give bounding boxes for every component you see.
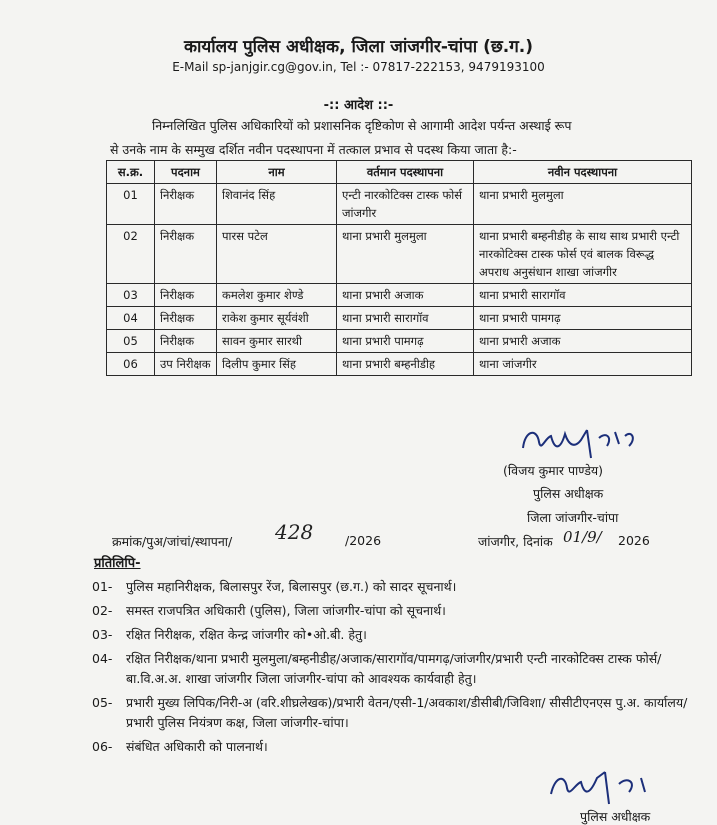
list-item (92, 737, 692, 757)
cell-current-posting: एन्टी नारकोटिक्स टास्क फोर्स जांजगीर (337, 184, 474, 225)
posting-table (106, 160, 692, 376)
cell-new-posting: थाना प्रभारी सारागॉव (474, 284, 692, 307)
table-row (107, 330, 692, 353)
copy-item-number: 05- (92, 695, 113, 710)
header-rank: पदनाम (155, 161, 217, 184)
table-row (107, 284, 692, 307)
cell-serial: 03 (107, 284, 155, 307)
order-intro-line-1: निम्नलिखित पुलिस अधिकारियों को प्रशासनिक दृष्टिकोण से आगामी आदेश पर्यन्त अस्थाई रूप (152, 118, 572, 133)
copy-item-text: समस्त राजपत्रित अधिकारी (पुलिस), जिला जांजगीर-चांपा को सूचनार्थ। (126, 603, 446, 618)
table-row (107, 307, 692, 330)
list-item (92, 625, 692, 645)
list-item (92, 649, 692, 689)
signature-mark (515, 418, 665, 468)
signatory-designation: पुलिस अधीक्षक (533, 486, 604, 501)
copy-item-text: रक्षित निरीक्षक, रक्षित केन्द्र जांजगीर को•ओ.बी. हेतु। (126, 627, 367, 642)
copy-item-text: रक्षित निरीक्षक/थाना प्रभारी मुलमुला/बम्हनीडीह/अजाक/सारागॉव/पामगढ़/जांजगीर/प्रभारी एन्टी नारकोटिक्स टास्क फोर्स/बा.वि.अ.अ. शाखा जांजगीर जिला जांजगीर-चांपा को आवश्यक कार्यवाही हेतु। (126, 651, 662, 686)
cell-name: दिलीप कुमार सिंह (217, 353, 337, 376)
cell-name: सावन कुमार सारथी (217, 330, 337, 353)
copy-item-number: 06- (92, 739, 113, 754)
list-item (92, 693, 692, 733)
cell-serial: 01 (107, 184, 155, 225)
order-date-handwritten: 01/9/ (563, 528, 602, 546)
copy-item-text: संबंधित अधिकारी को पालनार्थ। (126, 739, 268, 754)
cell-new-posting: थाना प्रभारी मुलमुला (474, 184, 692, 225)
place-date-label: जांजगीर, दिनांक (478, 534, 553, 549)
cell-current-posting: थाना प्रभारी सारागॉव (337, 307, 474, 330)
order-intro-line-2: से उनके नाम के सम्मुख दर्शित नवीन पदस्थापना में तत्काल प्रभाव से पदस्थ किया जाता है:- (110, 142, 517, 157)
header-name: नाम (217, 161, 337, 184)
copy-list (92, 577, 692, 761)
signature-mark-2 (545, 762, 665, 812)
footer-designation: पुलिस अधीक्षक (580, 809, 651, 824)
copy-item-text: पुलिस महानिरीक्षक, बिलासपुर रेंज, बिलासपुर (छ.ग.) को सादर सूचनार्थ। (126, 579, 457, 594)
copy-item-number: 02- (92, 603, 113, 618)
cell-rank: निरीक्षक (155, 284, 217, 307)
header-new-posting: नवीन पदस्थापना (474, 161, 692, 184)
cell-current-posting: थाना प्रभारी बम्हनीडीह (337, 353, 474, 376)
cell-current-posting: थाना प्रभारी अजाक (337, 284, 474, 307)
cell-new-posting: थाना प्रभारी बम्हनीडीह के साथ साथ प्रभारी एन्टी नारकोटिक्स टास्क फोर्स एवं बालक विरूद्ध अपराध अनुसंधान शाखा जांजगीर (474, 225, 692, 284)
header-current-posting: वर्तमान पदस्थापना (337, 161, 474, 184)
cell-current-posting: थाना प्रभारी पामगढ़ (337, 330, 474, 353)
cell-current-posting: थाना प्रभारी मुलमुला (337, 225, 474, 284)
cell-rank: निरीक्षक (155, 225, 217, 284)
order-heading: -:: आदेश ::- (323, 98, 394, 113)
order-number-value: 428 (275, 520, 314, 544)
copy-item-text: प्रभारी मुख्य लिपिक/निरी-अ (वरि.शीघ्रलेखक)/प्रभारी वेतन/एसी-1/अवकाश/डीसीबी/जिविशा/ सीसीटीएनएस पु.अ. कार्यालय/प्रभारी पुलिस नियंत्रण कक्ष, जिला जांजगीर-चांपा। (126, 695, 688, 730)
cell-new-posting: थाना प्रभारी पामगढ़ (474, 307, 692, 330)
signatory-office: जिला जांजगीर-चांपा (527, 510, 619, 525)
cell-name: पारस पटेल (217, 225, 337, 284)
cell-new-posting: थाना जांजगीर (474, 353, 692, 376)
cell-new-posting: थाना प्रभारी अजाक (474, 330, 692, 353)
order-date-year: 2026 (618, 533, 650, 548)
contact-line: E-Mail sp-janjgir.cg@gov.in, Tel :- 07817-222153, 9479193100 (172, 60, 545, 74)
table-row (107, 225, 692, 284)
cell-rank: निरीक्षक (155, 184, 217, 225)
cell-name: शिवानंद सिंह (217, 184, 337, 225)
list-item (92, 577, 692, 597)
order-number-year: /2026 (345, 533, 382, 548)
cell-serial: 05 (107, 330, 155, 353)
copy-item-number: 01- (92, 579, 113, 594)
cell-serial: 06 (107, 353, 155, 376)
cell-rank: निरीक्षक (155, 307, 217, 330)
table-row (107, 353, 692, 376)
copy-item-number: 03- (92, 627, 113, 642)
list-item (92, 601, 692, 621)
cell-serial: 04 (107, 307, 155, 330)
header-serial: स.क्र. (107, 161, 155, 184)
copy-item-number: 04- (92, 651, 113, 666)
cell-name: राकेश कुमार सूर्यवंशी (217, 307, 337, 330)
cell-rank: उप निरीक्षक (155, 353, 217, 376)
office-title: कार्यालय पुलिस अधीक्षक, जिला जांजगीर-चांपा (छ.ग.) (183, 37, 534, 57)
cell-rank: निरीक्षक (155, 330, 217, 353)
table-row (107, 184, 692, 225)
cell-name: कमलेश कुमार शेण्डे (217, 284, 337, 307)
table-header-row (107, 161, 692, 184)
cell-serial: 02 (107, 225, 155, 284)
order-number-label: क्रमांक/पुअ/जांचां/स्थापना/ (112, 534, 233, 549)
signatory-name: (विजय कुमार पाण्डेय) (503, 463, 604, 478)
copy-heading: प्रतिलिपि- (94, 556, 141, 571)
